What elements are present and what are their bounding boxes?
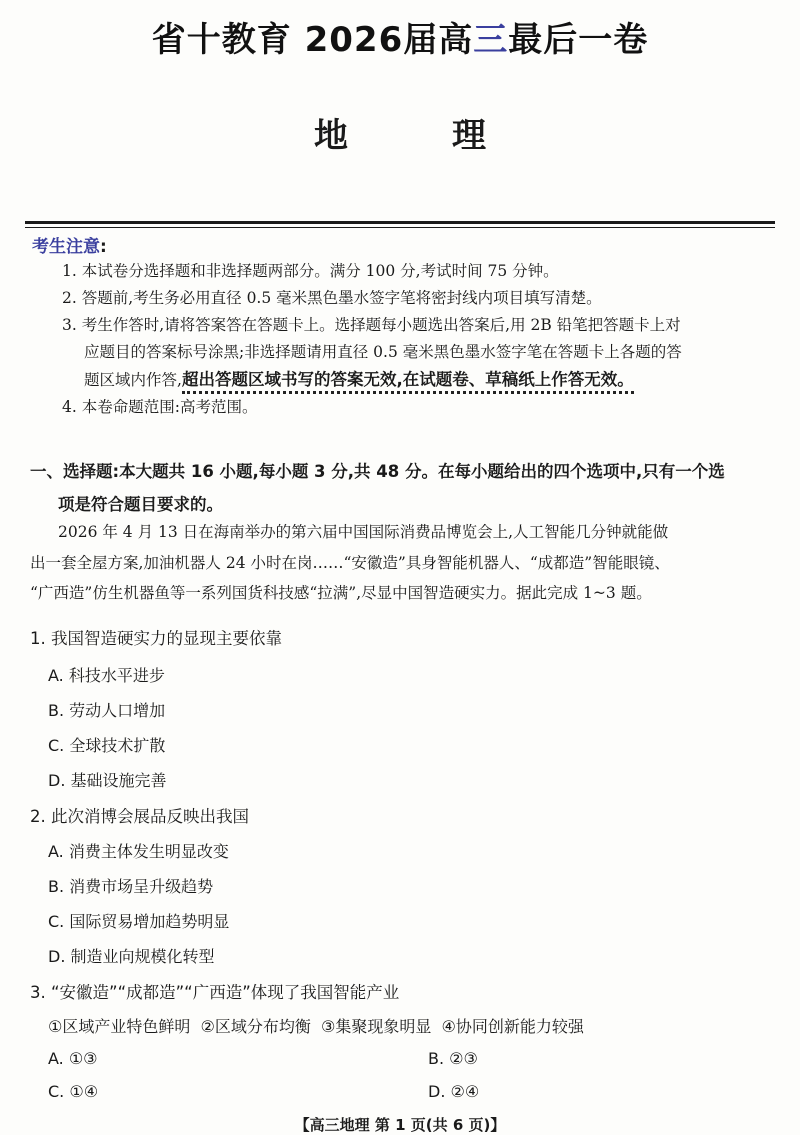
exam-title-suffix: 最后一卷 (508, 20, 649, 60)
question-1-option-a: A. 科技水平进步 (48, 666, 165, 685)
question-3-option-a: A. ①③ (48, 1049, 98, 1068)
notice-item-1: 1. 本试卷分选择题和非选择题两部分。满分 100 分,考试时间 75 分钟。 (62, 262, 559, 280)
question-3-option-b: B. ②③ (428, 1049, 478, 1068)
header-divider-thin (25, 227, 775, 228)
notice-item-3-cont: 应题目的答案标号涂黑;非选择题请用直径 0.5 毫米黑色墨水签字笔在答题卡上各题的答 (84, 343, 682, 361)
question-1-option-c: C. 全球技术扩散 (48, 736, 166, 755)
passage-line-3: “广西造”仿生机器鱼等一系列国货科技感“拉满”,尽显中国智造硬实力。据此完成 1~3 题。 (30, 584, 652, 602)
question-1-option-b: B. 劳动人口增加 (48, 701, 166, 720)
exam-title (0, 12, 800, 61)
subject-title (0, 108, 800, 157)
subject-char-1: 地 (314, 116, 348, 156)
exam-title-prefix: 省十教育 2026届高 (151, 20, 474, 60)
notice-heading: 考生注意: (32, 237, 107, 257)
exam-title-grade: 三 (473, 20, 509, 60)
question-2-option-a: A. 消费主体发生明显改变 (48, 842, 229, 861)
subject-char-2: 理 (452, 116, 486, 156)
question-2-option-b: B. 消费市场呈升级趋势 (48, 877, 214, 896)
passage-line-1: 2026 年 4 月 13 日在海南举办的第六届中国国际消费品博览会上,人工智能几分钟就能做 (58, 523, 669, 541)
page-footer: 【高三地理 第 1 页(共 6 页)】 (294, 1116, 506, 1134)
question-1-option-d: D. 基础设施完善 (48, 771, 167, 790)
question-3-stem: 3. “安徽造”“成都造”“广西造”体现了我国智能产业 (30, 983, 400, 1002)
notice-item-2: 2. 答题前,考生务必用直径 0.5 毫米黑色墨水签字笔将密封线内项目填写清楚。 (62, 289, 602, 307)
question-3-option-c: C. ①④ (48, 1082, 99, 1101)
notice-item-4: 4. 本卷命题范围:高考范围。 (62, 398, 258, 416)
question-2-stem: 2. 此次消博会展品反映出我国 (30, 807, 249, 826)
question-2-option-d: D. 制造业向规模化转型 (48, 947, 215, 966)
question-3-option-d: D. ②④ (428, 1082, 480, 1101)
header-divider-thick (25, 221, 775, 224)
question-3-choices: ①区域产业特色鲜明 ②区域分布均衡 ③集聚现象明显 ④协同创新能力较强 (48, 1017, 584, 1036)
question-1-stem: 1. 我国智造硬实力的显现主要依靠 (30, 629, 282, 648)
reading-passage (30, 517, 775, 609)
section-heading: 一、选择题:本大题共 16 小题,每小题 3 分,共 48 分。在每小题给出的四个选项中,只有一个选 项是符合题目要求的。 (30, 462, 725, 514)
notice-item-3: 3. 考生作答时,请将答案答在答题卡上。选择题每小题选出答案后,用 2B 铅笔把答题卡上对 (62, 316, 681, 334)
notice-list (62, 258, 778, 421)
notice-emphasis: 超出答题区域书写的答案无效,在试题卷、草稿纸上作答无效。 (182, 370, 634, 394)
passage-line-2: 出一套全屋方案,加油机器人 24 小时在岗……“安徽造”具身智能机器人、“成都造”智能眼镜、 (30, 553, 670, 572)
notice-item-3-cont-2: 题区域内作答,超出答题区域书写的答案无效,在试题卷、草稿纸上作答无效。 (62, 366, 778, 394)
question-2-option-c: C. 国际贸易增加趋势明显 (48, 912, 230, 931)
